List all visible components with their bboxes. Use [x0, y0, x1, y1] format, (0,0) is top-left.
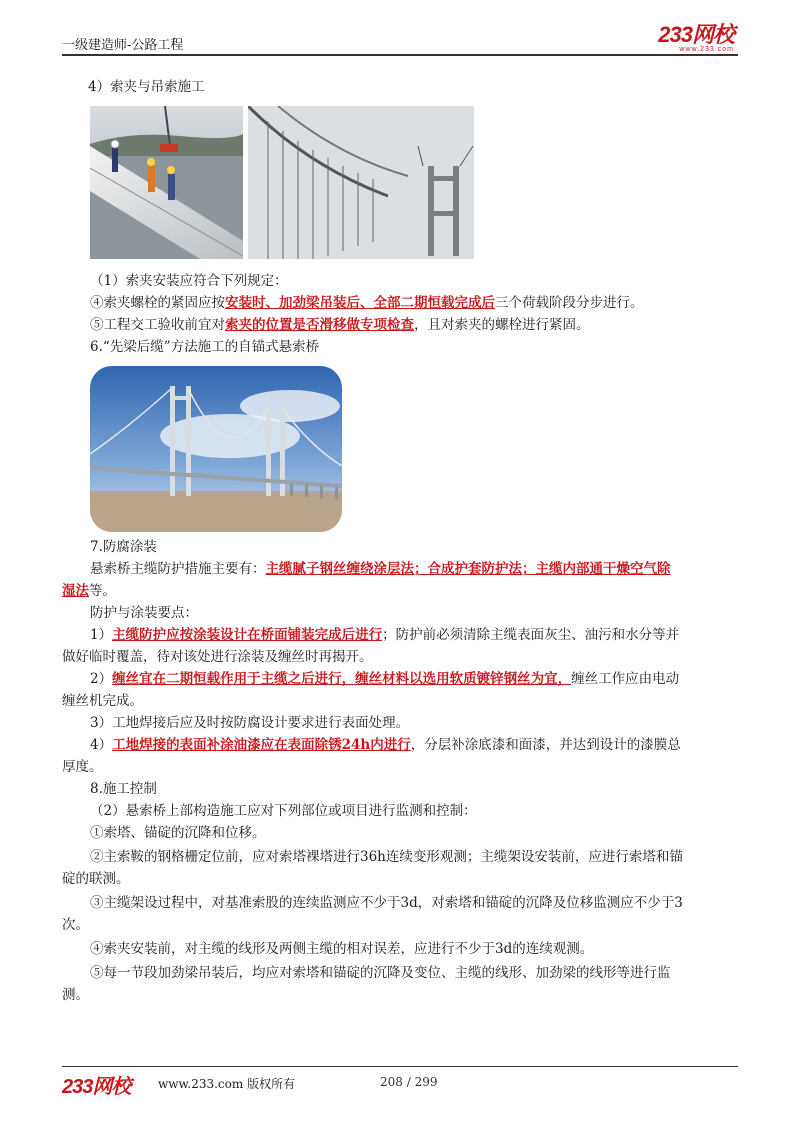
list-item-cont: 次。	[62, 917, 89, 933]
footer-copyright: www.233.com 版权所有	[158, 1077, 296, 1091]
suspension-bridge-photo	[90, 366, 342, 532]
logo-text: 233网校	[658, 22, 734, 47]
list-item-cont: 碇的联测。	[62, 871, 130, 887]
paragraph-line: （2）悬索桥上部构造施工应对下列部位或项目进行监测和控制：	[90, 803, 477, 819]
list-item: ④索夹安装前，对主缆的线形及两侧主缆的相对误差，应进行不少于3d的连续观测。	[90, 941, 594, 957]
paragraph-line: 悬索桥主缆防护措施主要有：主缆腻子钢丝缠绕涂层法；合成护套防护法；主缆内部通干燥空气除	[90, 561, 671, 577]
clamp-item-4: ④索夹螺栓的紧固应按安装时、加劲梁吊装后、全部二期恒载完成后三个荷载阶段分步进行。	[90, 295, 644, 311]
clamp-item-5: ⑤工程交工验收前宜对索夹的位置是否滑移做专项检查，且对索夹的螺栓进行紧固。	[90, 317, 590, 333]
list-item-cont: 厚度。	[62, 759, 103, 775]
section-heading: 4）索夹与吊索施工	[88, 79, 205, 95]
list-item-cont: 测。	[62, 987, 89, 1003]
paragraph-line: 湿法等。	[62, 583, 116, 599]
clamp-intro: （1）索夹安装应符合下列规定：	[90, 273, 288, 289]
section-heading: 8.施工控制	[90, 781, 157, 797]
list-item: 2）缠丝宜在二期恒载作用于主缆之后进行，缠丝材料以选用软质镀锌钢丝为宜，缠丝工作应由电动	[90, 671, 680, 687]
page-number: 208 / 299	[380, 1075, 438, 1089]
list-item: 1）主缆防护应按涂装设计在桥面铺装完成后进行；防护前必须清除主缆表面灰尘、油污和水分等并	[90, 627, 680, 643]
list-item: 3）工地焊接后应及时按防腐设计要求进行表面处理。	[90, 715, 410, 731]
brand-logo[interactable]	[658, 24, 734, 53]
cable-clamp-workers-photo	[90, 106, 243, 259]
list-item: 4）工地焊接的表面补涂油漆应在表面除锈24h内进行，分层补涂底漆和面漆，并达到设计的漆膜总	[90, 737, 681, 753]
section-heading: 7.防腐涂装	[90, 539, 157, 555]
list-item-cont: 缠丝机完成。	[62, 693, 143, 709]
list-item: ①索塔、锚碇的沉降和位移。	[90, 825, 266, 841]
list-item-cont: 做好临时覆盖，待对该处进行涂装及缠丝时再揭开。	[62, 649, 373, 665]
list-item: ②主索鞍的钢格栅定位前，应对索塔裸塔进行36h连续变形观测；主缆架设安装前，应进行索塔和锚	[90, 849, 683, 865]
header-title: 一级建造师-公路工程	[62, 38, 184, 53]
list-item: ⑤每一节段加劲梁吊装后，均应对索塔和锚碇的沉降及变位、主缆的线形、加劲梁的线形等进行监	[90, 965, 671, 981]
footer-logo[interactable]: 233网校	[62, 1076, 131, 1098]
paragraph-line: 防护与涂装要点：	[90, 605, 198, 621]
footer-divider	[62, 1066, 738, 1067]
hanger-cables-photo	[248, 106, 474, 259]
section-heading: 6.“先梁后缆”方法施工的自锚式悬索桥	[90, 339, 320, 355]
list-item: ③主缆架设过程中，对基准索股的连续监测应不少于3d，对索塔和锚碇的沉降及位移监测应不少于3	[90, 895, 683, 911]
logo-url: www.233.com	[679, 46, 734, 53]
header-divider	[62, 54, 738, 56]
